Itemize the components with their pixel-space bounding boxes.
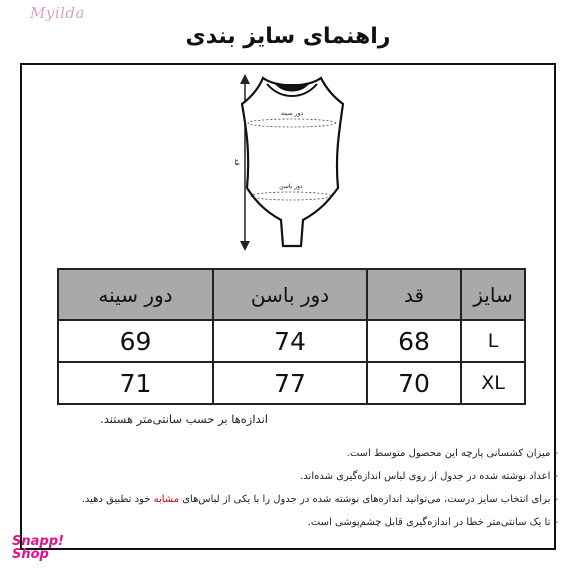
height-label: قد xyxy=(233,158,241,166)
cell-hip: 74 xyxy=(213,320,367,362)
notes-list xyxy=(58,446,558,538)
header-size: سایز xyxy=(461,269,525,320)
cell-height: 70 xyxy=(367,362,461,404)
bust-label: دور سینه xyxy=(280,110,304,117)
cell-size: XL xyxy=(461,362,525,404)
table-header-row xyxy=(58,269,525,320)
list-item: -اعداد نوشته شده در جدول از روی لباس اندازه‌گیری شده‌اند. xyxy=(300,471,558,482)
bodysuit-diagram xyxy=(225,70,355,255)
brand-logo: Myilda xyxy=(30,4,85,22)
unit-note: اندازه‌ها بر حسب سانتی‌متر هستند. xyxy=(100,412,268,426)
snapp-shop-logo: Snapp! Shop xyxy=(12,534,64,562)
cell-bust: 69 xyxy=(58,320,213,362)
header-height: قد xyxy=(367,269,461,320)
highlight-word: مشابه xyxy=(153,494,180,505)
table-row xyxy=(58,320,525,362)
hip-label: دور باسن xyxy=(279,183,303,190)
table-row xyxy=(58,362,525,404)
list-item: -برای انتخاب سایز درست، می‌توانید اندازه‌های نوشته شده در جدول را با یکی از لباس‌های مشابه خود تطبیق دهید. xyxy=(81,494,558,505)
list-item: -تا یک سانتی‌متر خطا در اندازه‌گیری قابل چشم‌پوشی است. xyxy=(307,517,558,528)
header-hip: دور باسن xyxy=(213,269,367,320)
cell-hip: 77 xyxy=(213,362,367,404)
header-bust: دور سینه xyxy=(58,269,213,320)
list-item: -میزان کشسانی پارچه این محصول متوسط است. xyxy=(346,448,558,459)
cell-height: 68 xyxy=(367,320,461,362)
page-title: راهنمای سایز بندی xyxy=(185,24,391,49)
size-table xyxy=(57,268,526,405)
bodysuit-outline xyxy=(242,78,343,246)
cell-size: L xyxy=(461,320,525,362)
cell-bust: 71 xyxy=(58,362,213,404)
